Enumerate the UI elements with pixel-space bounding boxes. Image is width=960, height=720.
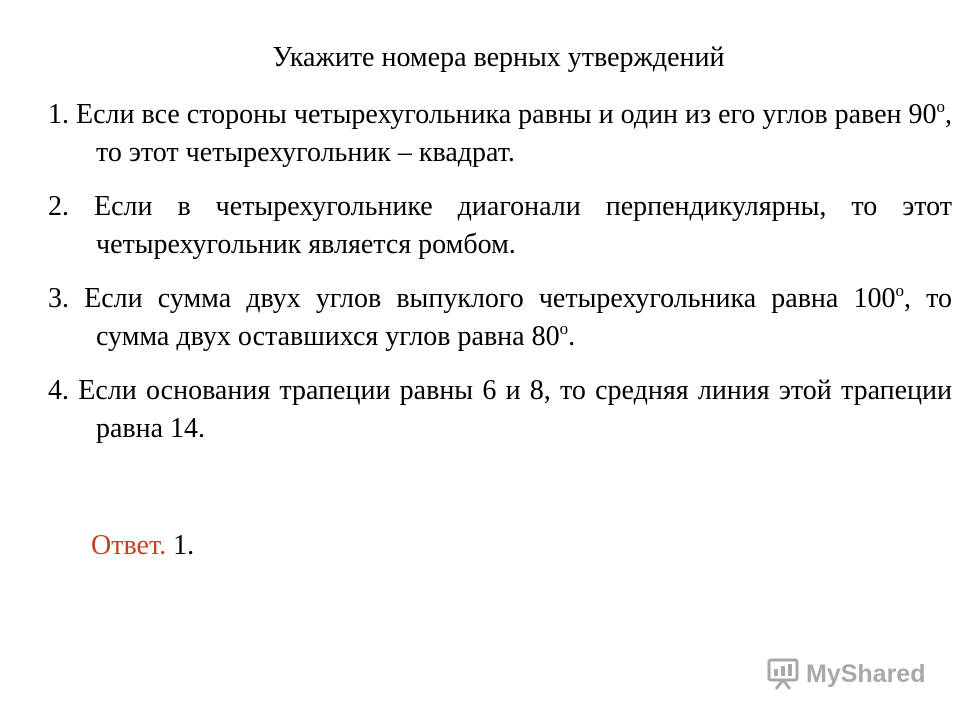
statement-text-cont: , то сумма двух оставшихся углов равна 80 <box>96 283 952 352</box>
answer-label: Ответ. <box>91 530 167 561</box>
slide-title: Укажите номера верных утверждений <box>272 42 725 73</box>
answer-value: 1. <box>166 530 195 561</box>
degree-sign: о <box>895 281 904 300</box>
degree-sign: о <box>559 319 569 338</box>
statement-text: Если в четырехугольнике диагонали перпендикулярны, то этот четырехугольник является ромбом. <box>69 191 952 260</box>
degree-sign: о <box>936 97 945 116</box>
statement-text: Если основания трапеции равны 6 и 8, то средняя линия этой трапеции равна 14. <box>69 375 952 444</box>
watermark-text: MyShared <box>806 659 926 688</box>
statement-number: 1. <box>48 99 69 130</box>
statement-text-cont: , то этот четырехугольник – квадрат. <box>96 99 952 168</box>
statement-text-end: . <box>568 321 576 352</box>
statement-4 <box>48 372 952 448</box>
statement-number: 2. <box>48 191 69 222</box>
presentation-board-icon <box>766 657 800 691</box>
statement-text: Если все стороны четырехугольника равны и один из его углов равен 90 <box>69 99 937 130</box>
statement-2 <box>48 188 952 264</box>
statements-list <box>48 96 952 464</box>
statement-number: 4. <box>48 375 69 406</box>
answer <box>91 527 194 565</box>
statement-1 <box>48 96 952 172</box>
statement-3 <box>48 280 952 356</box>
watermark <box>766 654 925 694</box>
statement-number: 3. <box>48 283 69 314</box>
statement-text: Если сумма двух углов выпуклого четырехугольника равна 100 <box>69 283 896 314</box>
